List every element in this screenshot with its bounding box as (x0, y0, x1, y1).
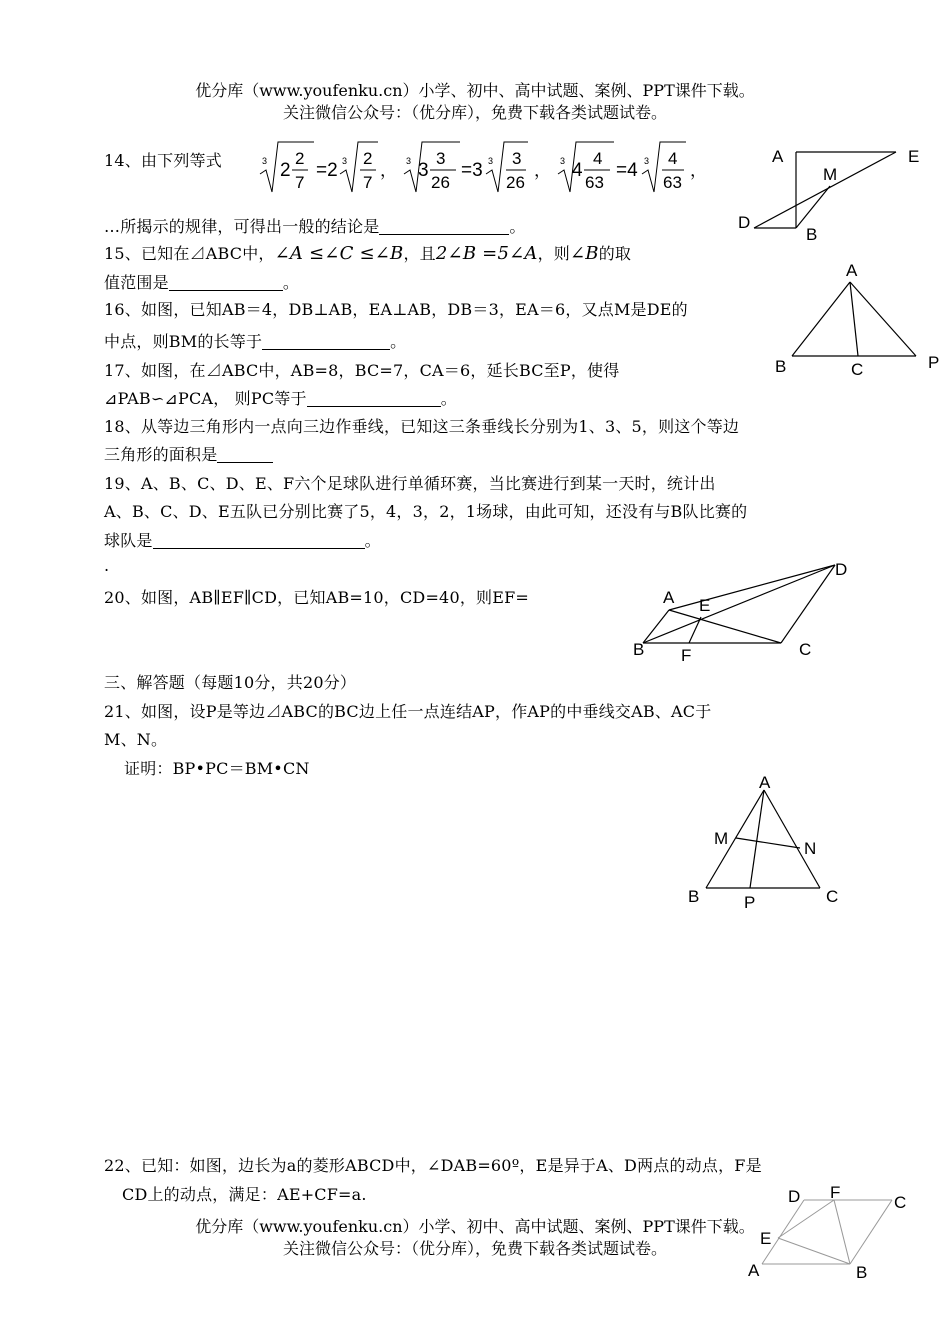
q16-line2-text: 中点，则BM的长等于 (104, 332, 263, 351)
q16-line-1: 16、如图，已知AB＝4，DB⊥AB，EA⊥AB，DB＝3，EA＝6，又点M是DE的 (104, 300, 688, 319)
fig17-label-A: A (846, 261, 858, 280)
q16-line-2 (104, 329, 406, 352)
q15-line2-end: 。 (282, 273, 300, 292)
q14-prefix: 14、由下列等式 (104, 151, 222, 170)
q15-line1-a: 15、已知在⊿ABC中， (104, 244, 275, 263)
q14-eq3-num2: 4 (668, 149, 678, 168)
q14-eq2-whole: 3 (418, 160, 429, 181)
q18-line-1: 18、从等边三角形内一点向三边作垂线，已知这三条垂线长分别为1、3、5，则这个等边 (104, 417, 740, 436)
q18-line-2 (104, 442, 273, 465)
q17-line-1: 17、如图，在⊿ABC中，AB=8，BC=7，CA＝6，延长BC至P，使得 (104, 361, 620, 380)
q14-eq1-den: 7 (295, 173, 305, 192)
q14-eq3-index2: 3 (644, 156, 650, 166)
fig20-line-AD (669, 565, 835, 610)
fig22-label-E: E (760, 1229, 772, 1248)
fig20-label-B: B (633, 640, 645, 659)
fig17-label-B: B (775, 357, 787, 376)
fig22-label-C: C (894, 1193, 907, 1212)
fig17-line-AC (850, 282, 858, 356)
figure-q20 (625, 555, 865, 670)
fig20-line-AC (669, 610, 781, 643)
fig20-label-E: E (699, 596, 711, 615)
fig22-label-B: B (856, 1263, 868, 1282)
q18-line2-text: 三角形的面积是 (104, 445, 218, 464)
q22-line-2: CD上的动点，满足：AE+CF=a. (122, 1185, 367, 1204)
q19-stray-dot: . (104, 556, 110, 575)
figure-q16 (730, 140, 930, 250)
fig22-label-F: F (830, 1183, 841, 1202)
q14-equation-3 (558, 142, 707, 192)
fig21-label-M: M (714, 829, 729, 848)
q14-eq2-den2: 26 (506, 173, 525, 192)
q14-line2-end: 。 (509, 217, 526, 236)
q19-line-1: 19、A、B、C、D、E、F六个足球队进行单循环赛，当比赛进行到某一天时，统计出 (104, 474, 716, 493)
q17-line2-text: ⊿PAB∽⊿PCA， 则PC等于 (104, 389, 307, 408)
fig20-label-C: C (799, 640, 812, 659)
q18-answer-blank[interactable] (217, 446, 273, 463)
fig16-label-E: E (908, 147, 920, 166)
q14-eq2-den: 26 (431, 173, 450, 192)
q15-line1-c: ，则 (537, 244, 570, 263)
fig17-line-AP (850, 282, 916, 356)
q14-equation-2 (404, 142, 551, 192)
q15-line2-text: 值范围是 (104, 273, 169, 292)
fig16-label-B: B (806, 225, 818, 244)
q19-answer-blank[interactable] (153, 532, 365, 549)
q14-eq3-den2: 63 (663, 173, 682, 192)
q15-condition-1: ∠A ≤∠C ≤∠B (274, 243, 404, 264)
q14-eq1-den2: 7 (363, 173, 373, 192)
header-line-1: 优分库（www.youfenku.cn）小学、初中、高中试题、案例、PPT课件下载。 (195, 81, 755, 100)
fig20-label-F: F (681, 646, 692, 665)
q14-eq1-index2: 3 (342, 156, 348, 166)
q14-eq3-eq: =4 (616, 160, 638, 181)
q16-answer-blank[interactable] (262, 333, 390, 350)
q21-proof: 证明：BP•PC＝BM•CN (124, 759, 310, 778)
q17-line-2 (104, 386, 457, 409)
q20-line-1: 20、如图，AB∥EF∥CD，已知AB=10，CD=40，则EF= (104, 588, 530, 607)
q14-eq1-index: 3 (262, 156, 268, 166)
q14-eq1-num: 2 (295, 149, 305, 168)
q14-eq3-num: 4 (593, 149, 603, 168)
fig20-line-EF (689, 617, 701, 643)
q14-eq3-index: 3 (560, 156, 566, 166)
section3-title: 三、解答题（每题10分，共20分） (104, 673, 357, 692)
q14-line2-text: …所揭示的规律，可得出一般的结论是 (104, 217, 380, 236)
footer-line-2: 关注微信公众号：（优分库），免费下载各类试题试卷。 (282, 1239, 667, 1258)
q17-answer-blank[interactable] (307, 390, 441, 407)
q14-eq2-index: 3 (406, 156, 412, 166)
fig20-label-D: D (835, 560, 848, 579)
fig20-label-A: A (663, 588, 675, 607)
q14-line-2 (104, 214, 526, 237)
q21-line-2: M、N。 (104, 730, 168, 749)
fig16-label-D: D (738, 213, 751, 232)
q14-eq2-eq: =3 (461, 160, 483, 181)
fig22-label-D: D (788, 1187, 801, 1206)
header-line-2: 关注微信公众号：（优分库），免费下载各类试题试卷。 (282, 103, 667, 122)
fig21-label-B: B (688, 887, 700, 906)
fig16-line-BM (796, 186, 830, 228)
fig16-label-A: A (772, 147, 784, 166)
q14-eq1-eq: =2 (316, 160, 338, 181)
fig21-label-C: C (826, 887, 839, 906)
figure-q17 (770, 258, 945, 380)
q14-eq3-whole: 4 (572, 160, 583, 181)
q14-radical-equations (258, 136, 728, 198)
q14-eq2-num: 3 (436, 149, 446, 168)
q14-eq1-num2: 2 (363, 149, 373, 168)
q17-line2-end: 。 (440, 389, 457, 408)
fig20-line-DC (781, 565, 835, 643)
fig17-line-AB (792, 282, 850, 356)
fig21-line-AP (750, 790, 764, 888)
q15-line-1 (104, 241, 631, 264)
fig22-label-A: A (748, 1261, 760, 1280)
q19-line-3 (104, 528, 381, 551)
q15-line1-b: ，且 (403, 244, 436, 263)
q14-eq3-den: 63 (585, 173, 604, 192)
footer-line-1: 优分库（www.youfenku.cn）小学、初中、高中试题、案例、PPT课件下载。 (195, 1217, 755, 1236)
fig17-label-C: C (851, 360, 864, 379)
q22-line-1: 22、已知：如图，边长为a的菱形ABCD中，∠DAB=60º，E是异于A、D两点的动点，F是 (104, 1156, 762, 1175)
q15-answer-blank[interactable] (169, 274, 283, 291)
q14-eq1-whole: 2 (280, 160, 291, 181)
q19-line3-end: 。 (364, 531, 381, 550)
figure-q21 (680, 770, 850, 915)
q19-line3-text: 球队是 (104, 531, 153, 550)
fig21-label-A: A (759, 773, 771, 792)
q19-line-2: A、B、C、D、E五队已分别比赛了5，4，3，2，1场球，由此可知，还没有与B队比赛的 (104, 502, 748, 521)
fig17-label-P: P (928, 353, 940, 372)
fig21-label-P: P (744, 893, 756, 912)
fig21-line-MN (736, 838, 800, 848)
q15-condition-2: 2∠B =5∠A (435, 243, 538, 264)
q15-line-2 (104, 270, 299, 293)
q14-comma-2: ， (534, 161, 551, 180)
fig16-label-M: M (823, 165, 838, 184)
fig21-label-N: N (804, 839, 817, 858)
q15-line1-d: 的取 (598, 244, 632, 263)
q15-condition-3: ∠B (570, 243, 599, 264)
q16-line2-end: 。 (390, 332, 407, 351)
q14-eq2-index2: 3 (488, 156, 494, 166)
q14-equation-1 (260, 142, 397, 192)
q14-eq2-num2: 3 (512, 149, 522, 168)
q14-comma-3: ， (690, 161, 707, 180)
q14-comma-1: ， (380, 161, 397, 180)
q14-answer-blank[interactable] (379, 218, 509, 235)
q21-line-1: 21、如图，设P是等边⊿ABC的BC边上任一点连结AP，作AP的中垂线交AB、AC于 (104, 702, 712, 721)
